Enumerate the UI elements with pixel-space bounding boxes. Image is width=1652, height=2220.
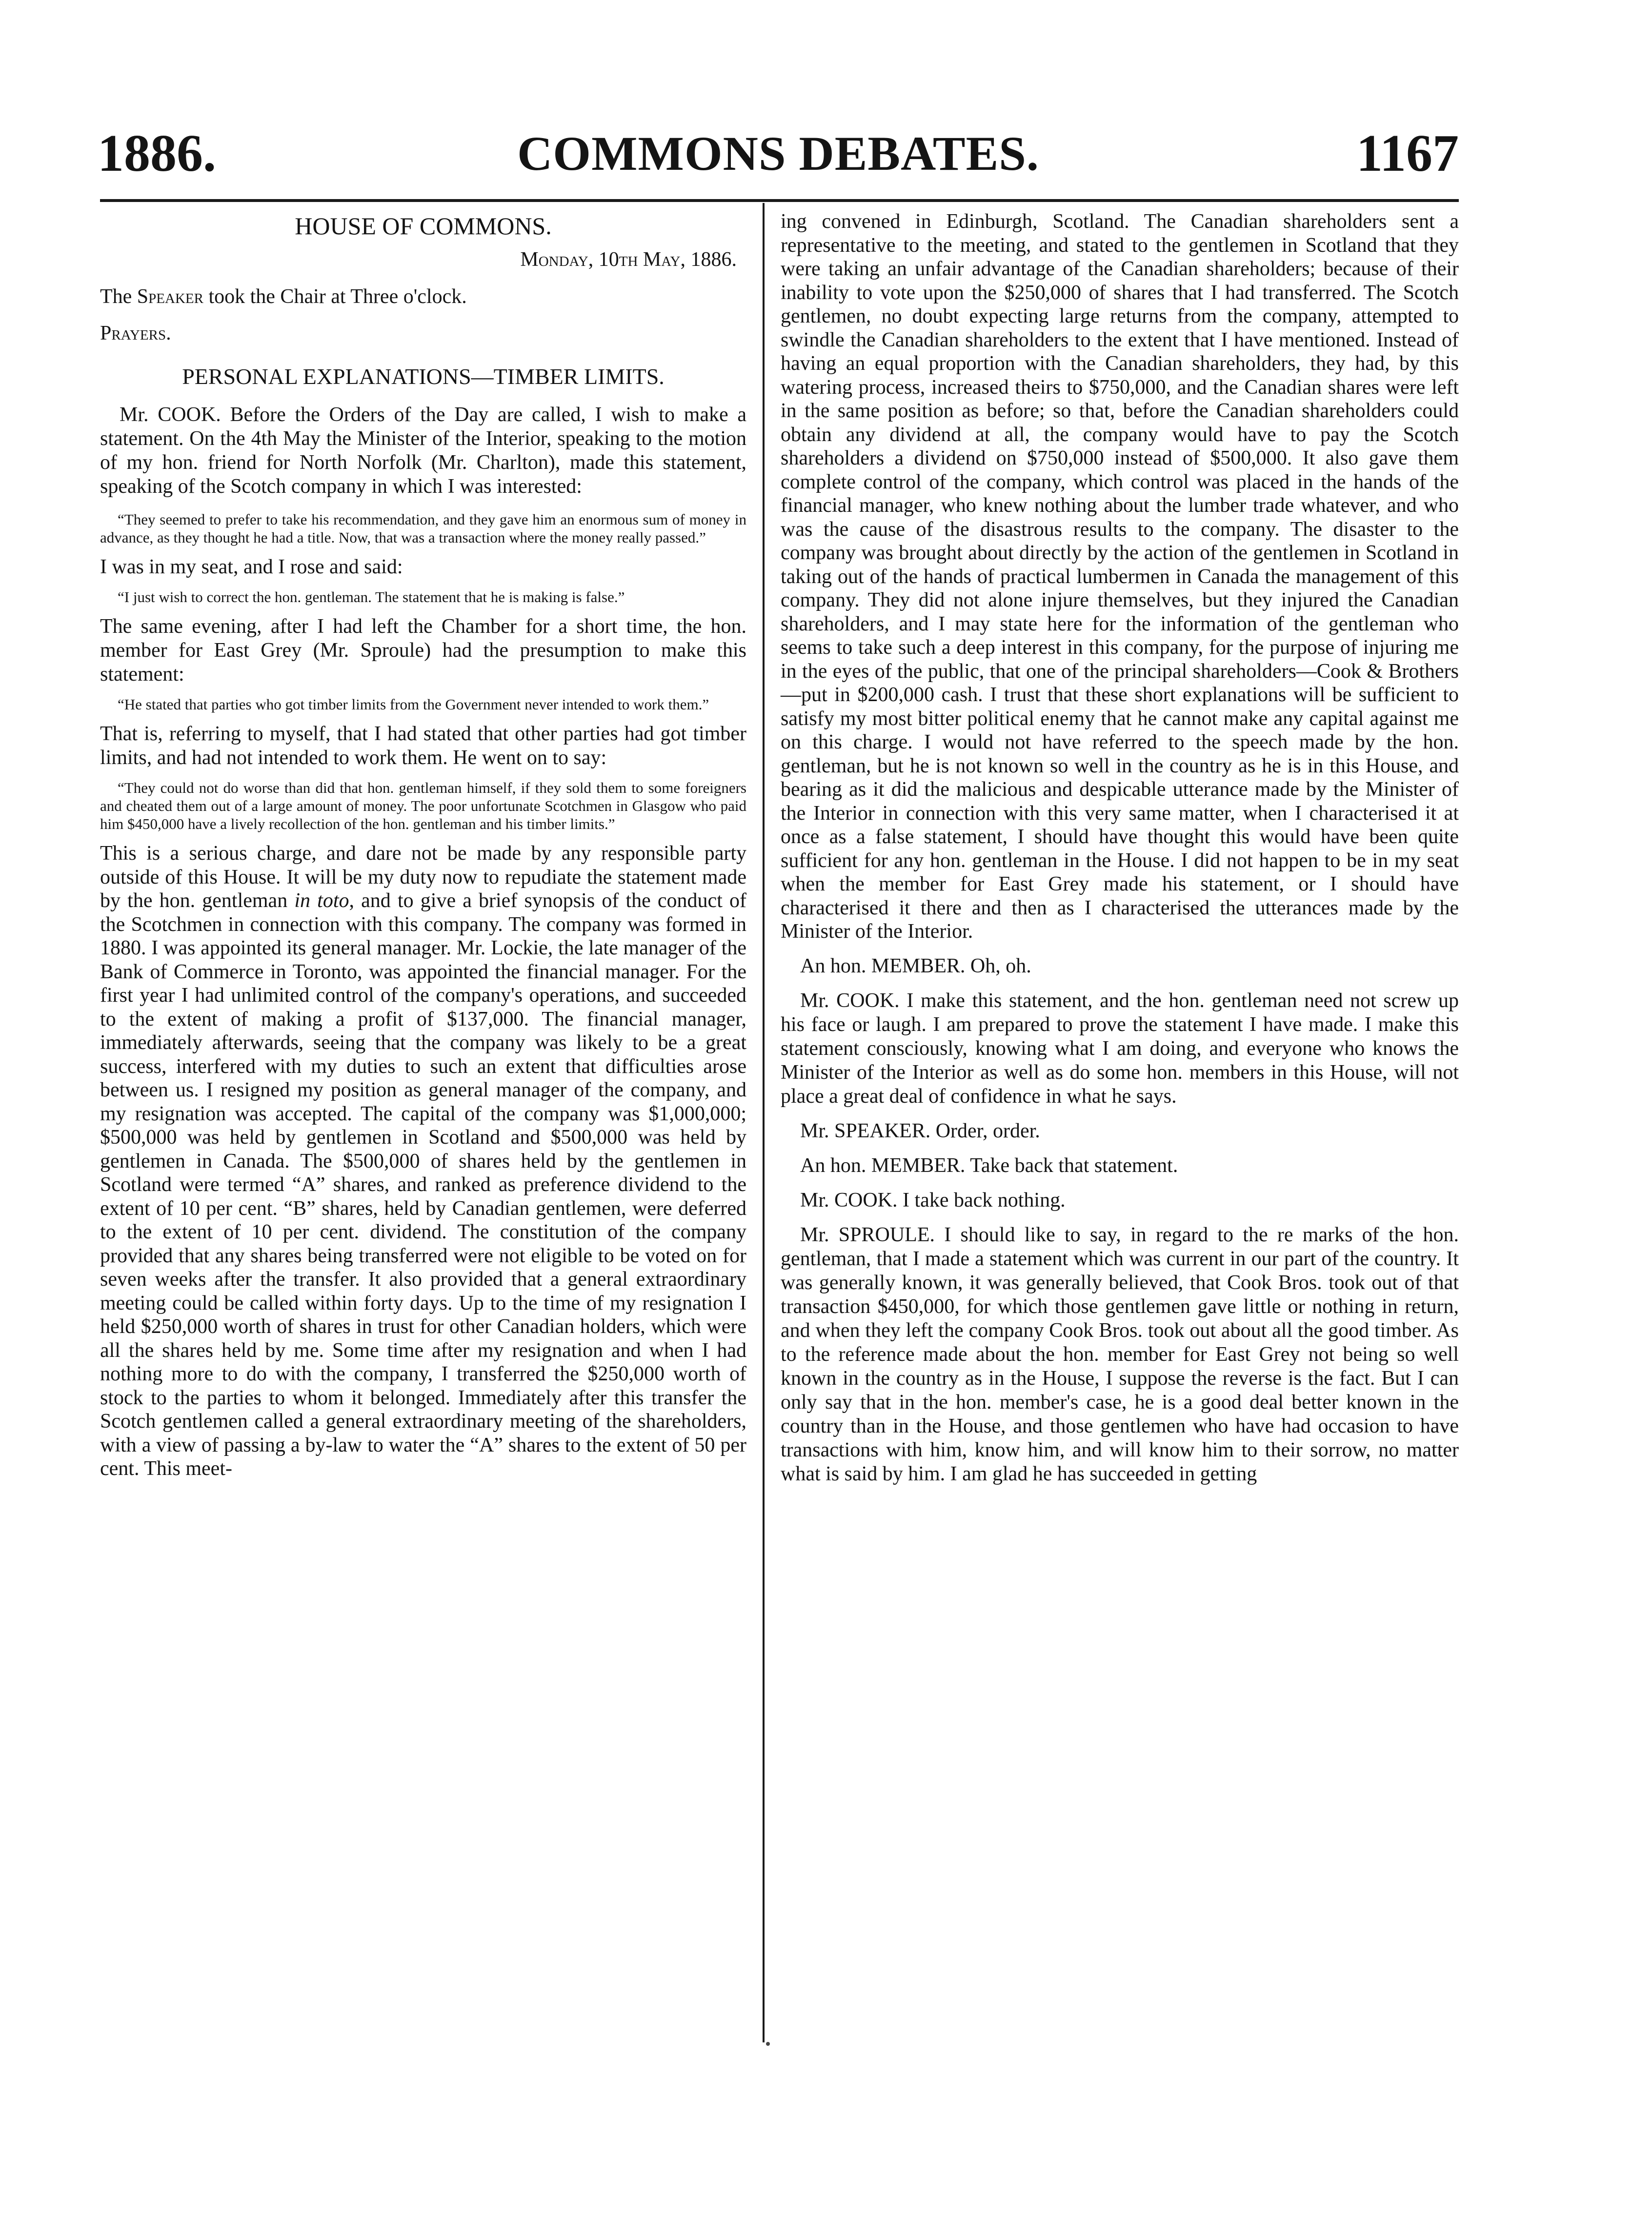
- paragraph: Mr. COOK. I make this statement, and the hon. gentleman need not screw up his face or laugh. I am prepared to prove the statement I have made. I make this statement consciously, knowing what I am doing, and everyone who knows the Minister of the Interior as well as do some hon. members in this House, will not place a great deal of confidence in what he says.: [781, 989, 1459, 1108]
- paragraph: Mr. COOK. Before the Orders of the Day are called, I wish to make a statement. On the 4th May the Minister of the Interior, speaking to the motion of my hon. friend for North Norfolk (Mr. Charlton), made this statement, speaking of the Scotch company in which I was interested:: [100, 404, 746, 498]
- house-title: HOUSE OF COMMONS.: [295, 212, 552, 240]
- paragraph: I was in my seat, and I rose and said:: [100, 556, 403, 578]
- paragraph: An hon. MEMBER. Take back that statement.: [800, 1154, 1178, 1177]
- paragraph-text: This is a serious charge, and dare not be made by any responsible party outside of this House. It will be my duty now to repudiate the statement made by the hon. gentleman: [100, 842, 746, 912]
- paragraph: The same evening, after I had left the Chamber for a short time, the hon. member for East Grey (Mr. Sproule) had the presumption to make this statement:: [100, 615, 746, 686]
- chair-post: took the Chair at Three o'clock.: [203, 285, 467, 308]
- quotation: “They could not do worse than did that hon. gentleman himself, if they sold them to some foreigners and cheated them out of a large amount of money. The poor unfortunate Scotchmen in Glasgow who paid him $450,000 have a lively recollection of the hon. gentleman and his timber limits.”: [100, 779, 746, 832]
- chair-pre: The: [100, 285, 137, 308]
- paragraph: [100, 842, 746, 1481]
- sitting-date: Monday, 10th May, 1886.: [520, 248, 737, 271]
- header-rule: [100, 199, 1459, 202]
- paragraph: Mr. COOK. I take back nothing.: [800, 1189, 1066, 1211]
- left-column: [100, 210, 746, 1481]
- quotation: “He stated that parties who got timber limits from the Government never intended to work them.”: [118, 696, 709, 713]
- paragraph: An hon. MEMBER. Oh, oh.: [800, 954, 1031, 977]
- chair-speaker: Speaker: [137, 285, 203, 308]
- paragraph: ing convened in Edinburgh, Scotland. The Canadian shareholders sent a representative to the meeting, and stated to the gentlemen in Scotland that they were taking an unfair advantage of the Canadian shareholders; because of their inability to vote upon the $250,000 of shares that I had transferred. The Scotch gentlemen, no doubt expecting large returns from the company, attempted to swindle the Canadian shareholders to the extent that I have mentioned. Instead of having an equal proportion with the Canadian shareholders, they had, by this watering process, increased theirs to $750,000, and the Canadian shares were left in the same position as before; so that, before the Canadian shareholders could obtain any dividend at all, the company would have to pay the Scotch shareholders a dividend on $750,000 instead of $500,000. It also gave them complete control of the company, which control was placed in the hands of the financial manager, who knew nothing about the lumber trade whatever, and who was the cause of the disastrous results to the company. The disaster to the company was brought about directly by the action of the gentlemen in Scotland in taking out of the hands of practical lumbermen in Canada the management of this company. They did not alone injure themselves, but they injured the Canadian shareholders, and I may state here for the information of the gentleman who seems to take such a deep interest in this company, for the purpose of injuring me in the eyes of the public, that one of the principal shareholders—Cook & Brothers—put in $200,000 cash. I trust that these short explanations will be sufficient to satisfy my most bitter political enemy that he cannot make any capital against me on this charge. I would not have referred to the speech made by the hon. gentleman, but he is not known so well in the country as he is in this House, and bearing as it did the malicious and despicable utterance made by the Minister of the Interior in connection with this very same matter, when I characterised it at once as a false statement, I should have thought this would have been quite sufficient for any hon. gentleman in the House. I did not happen to be in my seat when the member for East Grey made his statement, or I should have characterised it there and then as I characterised the utterances made by the Minister of the Interior.: [781, 210, 1459, 943]
- printer-mark: [766, 2042, 770, 2046]
- quotation: “They seemed to prefer to take his recommendation, and they gave him an enormous sum of money in advance, as they thought he had a title. Now, that was a transaction where the money really passed.”: [100, 511, 746, 546]
- chair-line: [100, 285, 746, 309]
- quotation: “I just wish to correct the hon. gentleman. The statement that he is making is false.”: [118, 588, 625, 605]
- paragraph: Mr. SPEAKER. Order, order.: [800, 1119, 1040, 1142]
- paragraph-text: , and to give a brief synopsis of the conduct of the Scotchmen in connection with this company. The company was formed in 1880. I was appointed its general manager. Mr. Lockie, the late manager of the Bank of Commerce in Toronto, was appointed the financial manager. For the first year I had unlimited control of the company's operations, and succeeded to the extent of making a profit of $137,000. The financial manager, immediately afterwards, seeing that the company was likely to be a great success, interfered with my duties to such an extent that difficulties arose between us. I resigned my position as general manager of the company, and my resignation was accepted. The capital of the company was $1,000,000; $500,000 was held by gentlemen in Scotland and $500,000 was held by gentlemen in Canada. The $500,000 of shares held by the gentlemen in Scotland were termed “A” shares, and ranked as preference dividend to the extent of 10 per cent. “B” shares, held by Canadian gentlemen, were deferred to the extent of 10 per cent. dividend. The constitution of the company provided that any shares being transferred were not eligible to be voted on for seven weeks after the transfer. It also provided that a general extraordinary meeting could be called within forty days. Up to the time of my resignation I held $250,000 worth of shares in trust for other Canadian holders, which were all the shares held by me. Some time after my resignation and when I had nothing more to do with the company, I transferred the $250,000 worth of stock to the parties to whom it belonged. Immediately after this transfer the Scotch gentlemen called a general extraordinary meeting of the shareholders, with a view of passing a by-law to water the “A” shares to the extent of 50 per cent. This meet-: [100, 889, 746, 1480]
- latin-phrase: in toto: [294, 889, 349, 912]
- header-year: 1886.: [98, 124, 216, 182]
- paragraph: Mr. SPROULE. I should like to say, in regard to the re marks of the hon. gentleman, that I made a statement which was current in our part of the country. It was generally known, it was generally believed, that Cook Bros. took out of that transaction $450,000, for which those gentlemen gave little or nothing in return, and when they left the company Cook Bros. took out about all the good timber. As to the reference made about the hon. member for East Grey not being so well known in the country as in the House, I suppose the reverse is the fact. But I can only say that in the hon. member's case, he is a good deal better known in the country than in the House, and those gentlemen who have had occasion to have transactions with him, know him, and will know him to their sorrow, no matter what is said by him. I am glad he has succeeded in getting: [781, 1223, 1459, 1485]
- header-title: COMMONS DEBATES.: [517, 126, 1039, 181]
- page-number: 1167: [1356, 124, 1459, 182]
- section-heading: PERSONAL EXPLANATIONS—TIMBER LIMITS.: [182, 364, 665, 389]
- page-header: [98, 122, 1459, 185]
- paragraph: That is, referring to myself, that I had stated that other parties had got timber limits, and had not intended to work them. He went on to say:: [100, 723, 746, 769]
- right-column: [781, 210, 1459, 1486]
- column-divider: [763, 203, 765, 2042]
- prayers-line: Prayers.: [100, 322, 171, 344]
